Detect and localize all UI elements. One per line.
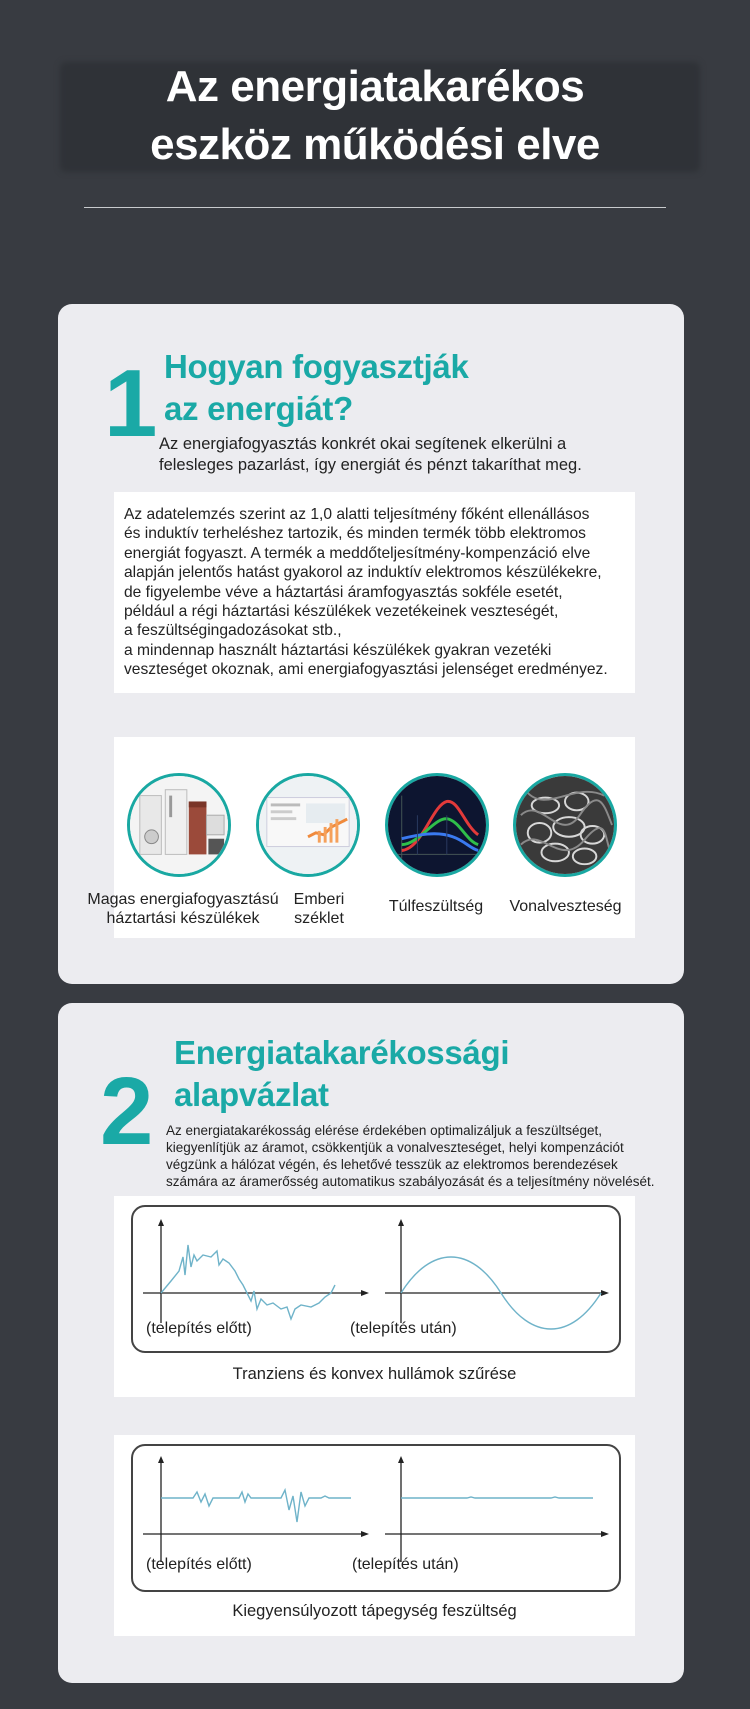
diagram-caption: Tranziens és konvex hullámok szűrése (232, 1365, 517, 1383)
lead-line: felesleges pazarlást, így energiát és pénzt takaríthat meg. (159, 456, 582, 474)
header-divider (84, 207, 666, 208)
paragraph-line: Az adatelemzés szerint az 1,0 alatti teljesítmény főként ellenállásos (124, 506, 590, 523)
axis-arrow (601, 1290, 609, 1296)
cause-label-overvoltage: Túlfeszültség (388, 898, 484, 915)
cause-label-line-loss: Vonalveszteség (509, 898, 622, 915)
section-number: 2 (100, 1058, 154, 1165)
cause-label-appliances: Magas energiafogyasztású háztartási készülékek (87, 891, 279, 927)
section-title (174, 1032, 509, 1116)
fluctuating-voltage-line (161, 1490, 351, 1522)
axis-arrow (158, 1456, 164, 1463)
appliances-icon (127, 773, 231, 877)
before-label: (telepítés előtt) (146, 1320, 252, 1337)
paragraph-line: a feszültségingadozásokat stb., (124, 622, 342, 640)
data-screen-icon (256, 773, 360, 877)
lead-line: számára az áramerősség automatikus szabályozását és a teljesítmény növelését. (166, 1174, 655, 1189)
distorted-wave (161, 1245, 335, 1319)
after-label: (telepítés után) (350, 1320, 457, 1337)
before-label: (telepítés előtt) (146, 1556, 252, 1573)
paragraph-line: energiát fogyaszt. A termék a meddőteljesítmény-kompenzáció elve (124, 544, 591, 562)
cause-label-human: Emberi széklet (293, 891, 345, 927)
paragraph-line: és induktív terheléshez tartozik, és minden termék több elektromos (124, 525, 586, 543)
section-number: 1 (104, 350, 158, 457)
axis-arrow (361, 1290, 369, 1296)
after-label: (telepítés után) (352, 1556, 459, 1573)
section-title-line: Hogyan fogyasztják (164, 348, 469, 385)
paragraph-line: veszteséget okoznak, ami energiafogyasztási jelenséget eredményez. (124, 661, 608, 679)
section-title (164, 346, 469, 430)
lead-line: Az energiafogyasztás konkrét okai segítenek elkerülni a (159, 435, 567, 453)
section-lead (159, 434, 582, 476)
axis-arrow (361, 1531, 369, 1537)
section-title-line: alapvázlat (174, 1076, 329, 1113)
section-title-line: az energiát? (164, 390, 353, 427)
axis-arrow (601, 1531, 609, 1537)
overvoltage-chart-icon (385, 773, 489, 877)
stable-voltage-line (401, 1497, 593, 1498)
paragraph-line: a mindennap használt háztartási készülékek gyakran vezetéki (124, 641, 552, 659)
lead-line: kiegyenlítjük az áramot, csökkentjük a vonalveszteséget, helyi kompenzációt (166, 1140, 624, 1155)
section-title-line: Energiatakarékossági (174, 1034, 510, 1071)
paragraph-line: például a régi háztartási készülékek vezetékeinek veszteségét, (124, 603, 559, 621)
lead-line: Az energiatakarékosság elérése érdekében optimalizáljuk a feszültséget, (166, 1123, 603, 1138)
axis-arrow (398, 1219, 404, 1226)
section-lead (166, 1122, 655, 1190)
paragraph-line: de figyelembe véve a háztartási áramfogyasztás sokféle esetét, (124, 583, 563, 601)
lead-line: végzünk a hálózat végén, és lehetővé tesszük az elektromos berendezések (166, 1157, 618, 1172)
diagram-caption: Kiegyensúlyozott tápegység feszültség (232, 1602, 517, 1620)
axis-arrow (158, 1219, 164, 1226)
page-title: Az energiatakarékos eszköz működési elve (150, 62, 600, 169)
explanation-paragraph (124, 505, 608, 680)
axis-arrow (398, 1456, 404, 1463)
paragraph-line: alapján jelentős hatást gyakorol az induktív elektromos készülékekre, (124, 564, 602, 582)
tangled-wires-icon (513, 773, 617, 877)
